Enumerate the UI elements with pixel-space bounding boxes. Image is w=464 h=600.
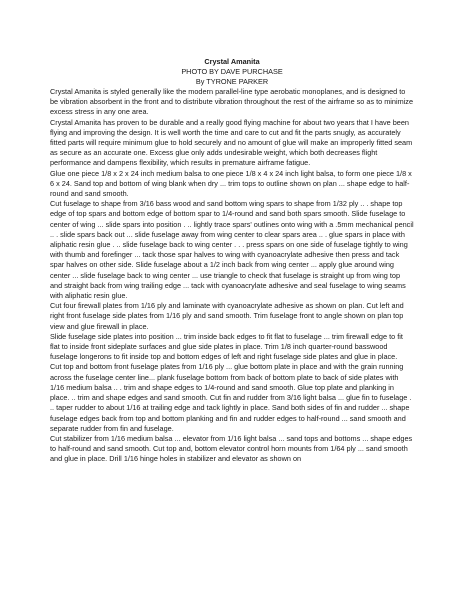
paragraph-wing-blank: Glue one piece 1/8 x 2 x 24 inch medium balsa to one piece 1/8 x 4 x 24 inch light balsa, to form one piece 1/8 x 6 x 24. Sand top and bottom of wing blank when dry ... trim tops to outline shown on plan ... shape edge to half-round and sand smooth. [50,168,412,199]
paragraph-firewall: Cut four firewall plates from 1/16 ply and laminate with cyanoacrylate adhesive as shown on plan. Cut left and right front fuselage side plates from 1/16 ply and sand smooth. Trim fuselage front to angle shown on plan top view and glue firewall in place. [50,301,404,331]
author-byline: By TYRONE PARKER [195,77,269,86]
article-title: Crystal Amanita [204,57,260,66]
paragraph-durability: Crystal Amanita has proven to be durable and a really good flying machine for about two years that I have been flying and improving the design. It is well worth the time and care to cut and fit the parts snugly, as accurately fitted parts will require minimum glue to hold securely and no amount of glue will make an improperly fitted seam as secure as an accurate one. Excess glue only adds undesirable weight, which both decreases flight performance and dampens flexibility, which results in premature airframe fatigue. [50,117,413,168]
paragraph-fuselage-plates: Cut top and bottom front fuselage plates from 1/16 ply ... glue bottom plate in place and with the grain running across the fuselage center line... plank fuselage bottom from back of bottom plate to back of side plates with 1/16 medium balsa .. . trim and shape edges to 1/4-round and sand smooth. Glue top plate and planking in place. .. trim and shape edges and sand smooth. Cut fin and rudder from 3/16 light balsa ... glue fin to fuselage . .. taper rudder to about 1/16 at trailing edge and tack lightly in place. Sand both sides of fin and rudder ... shape fuselage edges back from top and bottom planking and fin and rudder edges to half-round ... sand smooth and separate rudder from fin and fuselage. [50,362,412,433]
paragraph-fuselage-spars: Cut fuselage to shape from 3/16 bass wood and sand bottom wing spars to shape from 1/32 ply .. . shape top edge of top spars and bottom edge of bottom spar to 1/4-round and sand both spars smooth. Slide fuselage to center of wing ... slide spars into position . .. lightly trace spars' outlines onto wing with a .5mm mechanical pencil .. . slide spars back out ... slide fuselage away from wing center to clear spars area .. . glue spars in place with aliphatic resin glue . .. slide fuselage back to wing center . . . press spars on one side of fuselage tightly to wing with thumb and forefinger ... tack those spar halves to wing with cyanoacrylate adhesive then press and tack spar halves on other side. Slide fuselage about a 1/2 inch back from wing center ... apply glue around wing center ... slide fuselage back to wing center ... use triangle to check that fuselage is straight up from wing top and straight back from wing trailing edge ... tack with cyanoacrylate adhesive and seal fuselage to wing seams with aliphatic resin glue. [50,199,414,301]
photo-credit: PHOTO BY DAVE PURCHASE [181,67,283,76]
paragraph-intro: Crystal Amanita is styled generally like the modern parallel-line type aerobatic monoplanes, and is designed to be vibration absorbent in the front and to distribute vibration throughout the rest of the airframe so as to minimize excess stress in any one area. [50,87,414,117]
paragraph-stabilizer: Cut stabilizer from 1/16 medium balsa ... elevator from 1/16 light balsa ... sand tops and bottoms ... shape edges to half-round and sand smooth. Cut top and, bottom elevator control horn mounts from 1/64 ply ... sand smooth and glue in place. Drill 1/16 hinge holes in stabilizer and elevator as shown on [50,433,413,464]
paragraph-side-plates: Slide fuselage side plates into position ... trim inside back edges to fit flat to fuselage ... trim firewall edge to fit flat to inside front sideplate surfaces and glue side plates in place. Trim 1/8 inch quarter-round basswood fuselage longerons to fit inside top and bottom edges of left and right fuselage side plates and glue in place. [50,331,403,362]
